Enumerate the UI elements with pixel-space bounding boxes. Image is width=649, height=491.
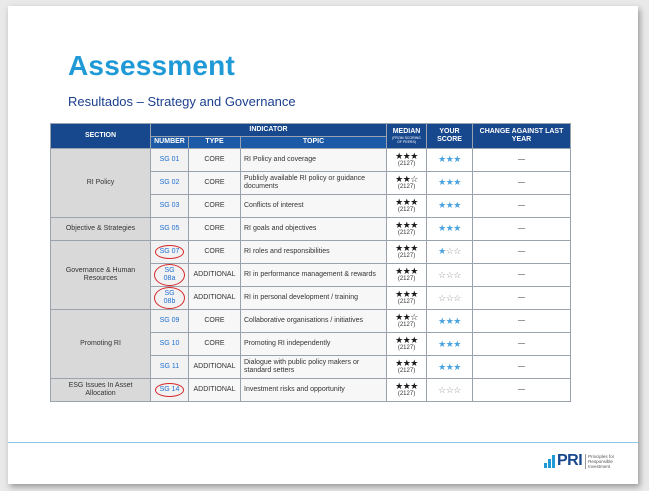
indicator-topic: Collaborative organisations / initiatives [241, 310, 387, 333]
median-stars-icon: ★★★ [395, 197, 418, 207]
indicator-topic: RI in performance management & rewards [241, 264, 387, 287]
median-stars-icon: ★★★ [395, 358, 418, 369]
indicator-type: CORE [189, 218, 241, 241]
median-stars-icon: ★★☆ [395, 174, 418, 184]
indicator-number-cell [151, 218, 189, 241]
indicator-number[interactable]: SG 10 [159, 340, 180, 348]
score-stars-filled: ★★★ [438, 200, 461, 211]
score-stars-filled: ★★★ [438, 154, 461, 165]
median-count: (2127) [397, 230, 416, 236]
table-row [51, 379, 571, 402]
indicator-number-cell [151, 287, 189, 310]
indicator-number[interactable]: SG 05 [159, 224, 180, 232]
header-topic: TOPIC [241, 137, 387, 149]
pri-logo-tagline [585, 454, 614, 469]
median-stars-icon: ★★★ [395, 381, 418, 392]
median-cell [387, 287, 427, 310]
indicator-number-cell [151, 333, 189, 356]
indicator-number[interactable]: SG 01 [159, 155, 180, 163]
assessment-table [50, 123, 571, 402]
indicator-topic: RI goals and objectives [241, 218, 387, 241]
your-score-cell [427, 195, 473, 218]
median-cell [387, 356, 427, 379]
indicator-number-cell [151, 172, 189, 195]
change-cell: — [473, 310, 571, 333]
indicator-number[interactable]: SG 03 [159, 201, 180, 209]
header-indicator: INDICATOR [151, 124, 387, 137]
score-stars-empty: ☆☆☆ [438, 292, 461, 303]
indicator-type: ADDITIONAL [189, 264, 241, 287]
indicator-type: CORE [189, 310, 241, 333]
indicator-number-circled[interactable]: SG 08b [154, 287, 185, 309]
median-stars-icon: ★★★ [395, 289, 418, 300]
change-cell: — [473, 264, 571, 287]
indicator-type: ADDITIONAL [189, 287, 241, 310]
score-stars-filled: ★★★ [438, 177, 461, 188]
slide-title: Assessment [68, 50, 235, 81]
your-score-cell [427, 356, 473, 379]
median-cell [387, 241, 427, 264]
pri-bars-icon [544, 455, 555, 468]
change-cell: — [473, 333, 571, 356]
median-stars-icon: ★★☆ [395, 312, 418, 323]
score-stars-filled: ★★★ [438, 338, 461, 349]
change-cell: — [473, 287, 571, 310]
table-row [51, 218, 571, 241]
median-count: (2127) [397, 276, 416, 283]
indicator-number[interactable]: SG 09 [159, 317, 180, 325]
score-stars-icon [438, 316, 461, 326]
your-score-cell [427, 149, 473, 172]
header-median-label: MEDIAN [392, 127, 421, 135]
indicator-number-cell [151, 264, 189, 287]
median-count: (2127) [397, 368, 416, 375]
score-stars-icon [438, 270, 461, 280]
your-score-cell [427, 264, 473, 287]
tagline-line-1: Principles for [588, 453, 615, 459]
indicator-number-cell [151, 379, 189, 402]
your-score-cell [427, 379, 473, 402]
indicator-type: ADDITIONAL [189, 379, 241, 402]
median-stars-icon: ★★★ [395, 335, 418, 346]
score-stars-empty: ☆☆☆ [438, 384, 461, 395]
your-score-cell [427, 310, 473, 333]
header-your-score: YOUR SCORE [427, 124, 473, 149]
tagline-line-3: Investment [588, 463, 611, 469]
median-cell [387, 195, 427, 218]
indicator-topic: Investment risks and opportunity [241, 379, 387, 402]
your-score-cell [427, 241, 473, 264]
indicator-type: CORE [189, 195, 241, 218]
indicator-number-cell [151, 195, 189, 218]
median-count: (2127) [397, 322, 416, 329]
indicator-number-circled[interactable]: SG 08a [154, 264, 185, 286]
median-cell [387, 264, 427, 287]
score-stars-icon [438, 293, 461, 303]
indicator-type: CORE [189, 241, 241, 264]
median-count: (2127) [397, 391, 416, 398]
assessment-table-body [51, 149, 571, 402]
table-row [51, 241, 571, 264]
median-stars-icon: ★★★ [395, 243, 418, 253]
slide [8, 6, 638, 484]
median-cell [387, 310, 427, 333]
indicator-topic: RI roles and responsibilities [241, 241, 387, 264]
score-stars-filled: ★★★ [438, 223, 461, 234]
median-cell [387, 333, 427, 356]
change-cell: — [473, 172, 571, 195]
indicator-number-circled[interactable]: SG 07 [155, 245, 185, 259]
score-stars-icon [438, 177, 461, 187]
score-stars-icon [438, 246, 461, 256]
indicator-type: CORE [189, 149, 241, 172]
header-change: CHANGE AGAINST LAST YEAR [473, 124, 571, 149]
indicator-topic: RI in personal development / training [241, 287, 387, 310]
indicator-topic: Dialogue with public policy makers or standard setters [241, 356, 387, 379]
change-cell: — [473, 195, 571, 218]
section-cell: Objective & Strategies [51, 218, 151, 241]
median-count: (2127) [397, 299, 416, 306]
change-cell: — [473, 218, 571, 241]
median-stars-icon: ★★★ [395, 266, 418, 277]
indicator-topic: Conflicts of interest [241, 195, 387, 218]
median-count: (2127) [397, 345, 416, 352]
median-cell [387, 172, 427, 195]
indicator-topic: RI Policy and coverage [241, 149, 387, 172]
median-cell [387, 218, 427, 241]
header-median [387, 124, 427, 149]
change-cell: — [473, 149, 571, 172]
median-stars-icon: ★★★ [395, 151, 418, 161]
pri-logo-text: PRI [557, 452, 583, 469]
median-count: (2127) [397, 253, 416, 259]
indicator-number[interactable]: SG 11 [159, 363, 180, 371]
score-stars-icon [438, 223, 461, 233]
your-score-cell [427, 172, 473, 195]
change-cell: — [473, 379, 571, 402]
section-cell: Governance & Human Resources [51, 241, 151, 310]
section-cell: ESG Issues In Asset Allocation [51, 379, 151, 402]
indicator-topic: Promoting RI independently [241, 333, 387, 356]
table-row [51, 149, 571, 172]
median-count: (2127) [397, 184, 416, 190]
median-count: (2127) [397, 207, 416, 213]
change-cell: — [473, 356, 571, 379]
score-stars-icon [438, 385, 461, 395]
indicator-number-cell [151, 241, 189, 264]
score-stars-filled: ★★★ [438, 315, 461, 326]
slide-subtitle: Resultados – Strategy and Governance [68, 94, 296, 109]
indicator-topic: Publicly available RI policy or guidance documents [241, 172, 387, 195]
section-cell: RI Policy [51, 149, 151, 218]
header-median-note: (FROM SCORING OF PEERS) [392, 136, 421, 145]
median-count: (2127) [397, 161, 416, 167]
score-stars-icon [438, 339, 461, 349]
median-stars-icon: ★★★ [395, 220, 418, 230]
indicator-type: ADDITIONAL [189, 356, 241, 379]
indicator-type: CORE [189, 172, 241, 195]
score-stars-empty: ☆☆ [445, 246, 461, 257]
score-stars-filled: ★★★ [438, 361, 461, 372]
header-type: TYPE [189, 137, 241, 149]
score-stars-empty: ☆☆☆ [438, 269, 461, 280]
indicator-number[interactable]: SG 02 [159, 178, 180, 186]
header-section: SECTION [51, 124, 151, 149]
pri-logo [544, 452, 614, 470]
score-stars-icon [438, 362, 461, 372]
indicator-number-cell [151, 310, 189, 333]
median-cell [387, 379, 427, 402]
indicator-number-cell [151, 356, 189, 379]
your-score-cell [427, 333, 473, 356]
score-stars-filled: ★ [438, 246, 446, 257]
tagline-line-2: Responsible [588, 458, 613, 464]
your-score-cell [427, 287, 473, 310]
change-cell: — [473, 241, 571, 264]
footer-divider [8, 442, 638, 443]
score-stars-icon [438, 200, 461, 210]
score-stars-icon [438, 154, 461, 164]
indicator-type: CORE [189, 333, 241, 356]
indicator-number-circled[interactable]: SG 14 [155, 383, 185, 397]
your-score-cell [427, 218, 473, 241]
median-cell [387, 149, 427, 172]
table-row [51, 310, 571, 333]
indicator-number-cell [151, 149, 189, 172]
header-number: NUMBER [151, 137, 189, 149]
section-cell: Promoting RI [51, 310, 151, 379]
